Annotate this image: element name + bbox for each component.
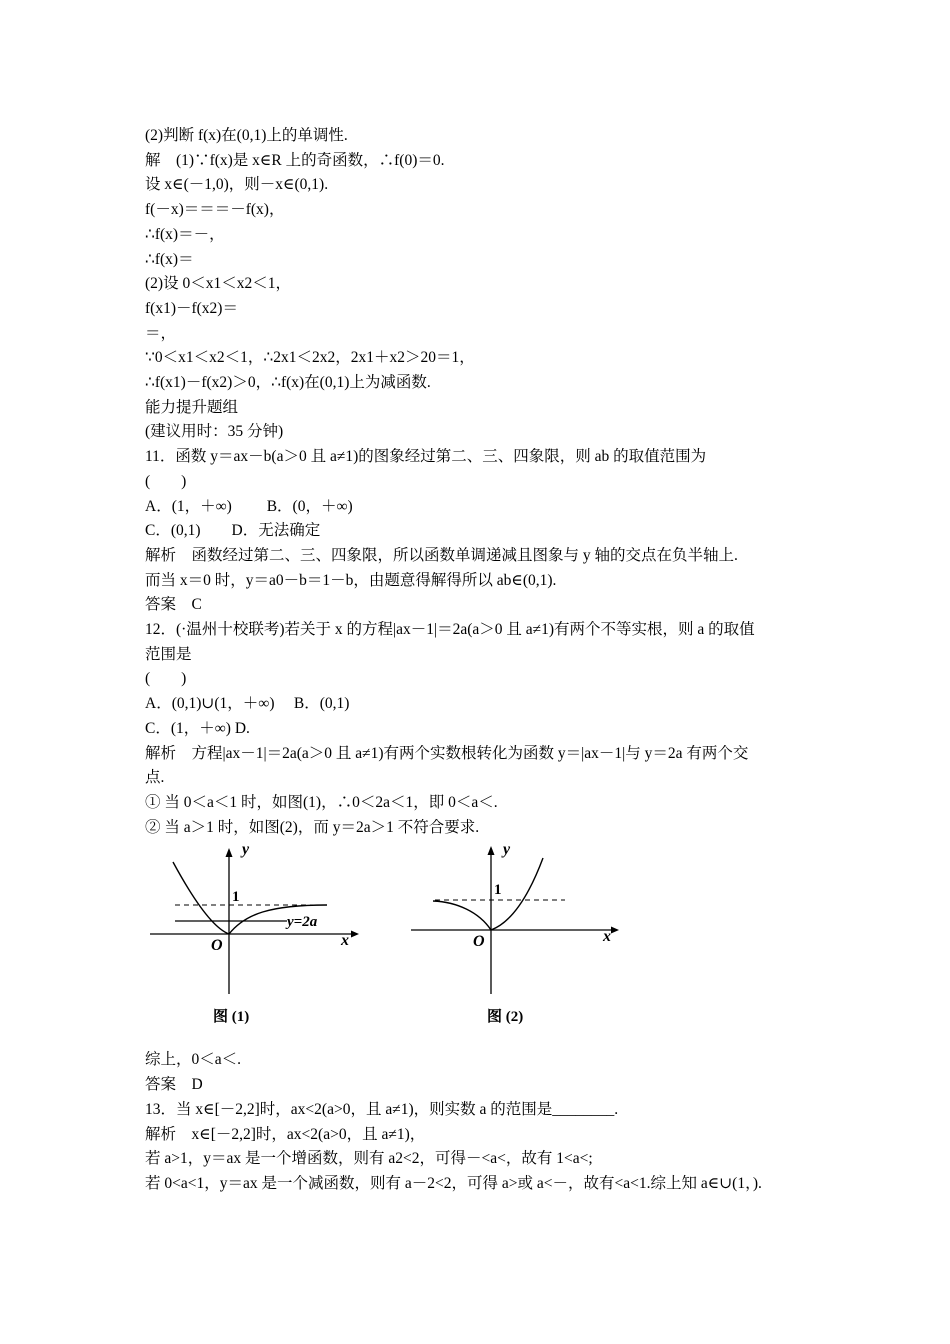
one-label: 1 — [232, 889, 240, 906]
origin-label: O — [211, 937, 223, 955]
x-axis-label: x — [341, 932, 349, 950]
answer-line: 答案 D — [145, 1076, 203, 1094]
answer-blank: ( ) — [145, 472, 187, 490]
text-line: f(－x)＝＝＝－f(x)， — [145, 201, 285, 219]
x-axis-label: x — [603, 928, 611, 946]
text-line: ∴f(x)＝－， — [145, 225, 225, 243]
section-heading: 能力提升题组 — [145, 398, 239, 416]
analysis-line: 若 a>1，y＝ax 是一个增函数，则有 a2<2，可得－<a<，故有 1<a<; — [145, 1150, 593, 1168]
option-line: A．(0,1)∪(1，＋∞) B．(0,1) — [145, 695, 350, 713]
curve-label: y=2a — [287, 914, 318, 931]
answer-line: 答案 C — [145, 596, 202, 614]
y-axis-label: y — [503, 844, 511, 859]
text-block-upper — [145, 124, 810, 840]
answer-blank: ( ) — [145, 670, 187, 688]
figures-row — [145, 844, 810, 1044]
figure-2 — [407, 844, 627, 1044]
analysis-line: 而当 x＝0 时，y＝a0－b＝1－b，由题意得解得所以 ab∈(0,1). — [145, 571, 557, 589]
analysis-line: 解析 函数经过第二、三、四象限，所以函数单调递减且图象与 y 轴的交点在负半轴上. — [145, 546, 738, 564]
one-label: 1 — [494, 882, 502, 899]
text-line: ∴f(x1)－f(x2)＞0，∴f(x)在(0,1)上为减函数. — [145, 374, 431, 392]
figure-1 — [145, 844, 365, 1044]
case-line: ① 当 0＜a＜1 时，如图(1)，∴0＜2a＜1，即 0＜a＜. — [145, 793, 498, 811]
figure-caption: 图 (1) — [213, 1009, 250, 1026]
option-line: C．(0,1) D．无法确定 — [145, 522, 321, 540]
text-line: ＝， — [145, 324, 177, 342]
text-line: ∴f(x)＝ — [145, 250, 194, 268]
text-line: (2)设 0＜x1＜x2＜1， — [145, 275, 291, 293]
text-line: 解 (1)∵f(x)是 x∈R 上的奇函数，∴f(0)＝0. — [145, 151, 445, 169]
suggested-time: (建议用时：35 分钟) — [145, 423, 284, 441]
document-content — [145, 124, 810, 1197]
figure-caption: 图 (2) — [487, 1009, 524, 1026]
origin-label: O — [473, 933, 485, 951]
analysis-paragraph: 若 0<a<1，y＝ax 是一个减函数，则有 a－2<2，可得 a>或 a<－，故有<a<1.综上知 a∈∪(1，). — [145, 1174, 762, 1192]
question-12: 12．(·温州十校联考)若关于 x 的方程|ax－1|＝2a(a＞0 且 a≠1)有两个不等实根，则 a 的取值 — [145, 621, 755, 639]
case-line: ② 当 a＞1 时，如图(2)，而 y＝2a＞1 不符合要求. — [145, 818, 480, 836]
question-13: 13．当 x∈[－2,2]时，ax<2(a>0，且 a≠1)，则实数 a 的范围是________. — [145, 1100, 619, 1118]
text-block-lower — [145, 1048, 810, 1196]
option-line: A．(1，＋∞) B．(0，＋∞) — [145, 497, 353, 515]
analysis-line: 解析 x∈[－2,2]时，ax<2(a>0，且 a≠1)， — [145, 1125, 426, 1143]
option-line: C．(1，＋∞) D. — [145, 719, 250, 737]
conclusion-line: 综上，0＜a＜. — [145, 1051, 242, 1069]
y-axis-label: y — [242, 844, 250, 859]
question-12-cont: 范围是 — [145, 645, 192, 663]
question-11: 11．函数 y＝ax－b(a＞0 且 a≠1)的图象经过第二、三、四象限，则 ab 的取值范围为 — [145, 448, 707, 466]
text-line: f(x1)－f(x2)＝ — [145, 299, 238, 317]
analysis-line: 点. — [145, 769, 165, 787]
text-line: ∵0＜x1＜x2＜1，∴2x1＜2x2，2x1＋x2＞20＝1， — [145, 349, 475, 367]
text-line: (2)判断 f(x)在(0,1)上的单调性. — [145, 127, 348, 144]
text-line: 设 x∈(－1,0)，则－x∈(0,1). — [145, 176, 329, 194]
analysis-line: 解析 方程|ax－1|＝2a(a＞0 且 a≠1)有两个实数根转化为函数 y＝|ax－1|与 y＝2a 有两个交 — [145, 744, 749, 762]
